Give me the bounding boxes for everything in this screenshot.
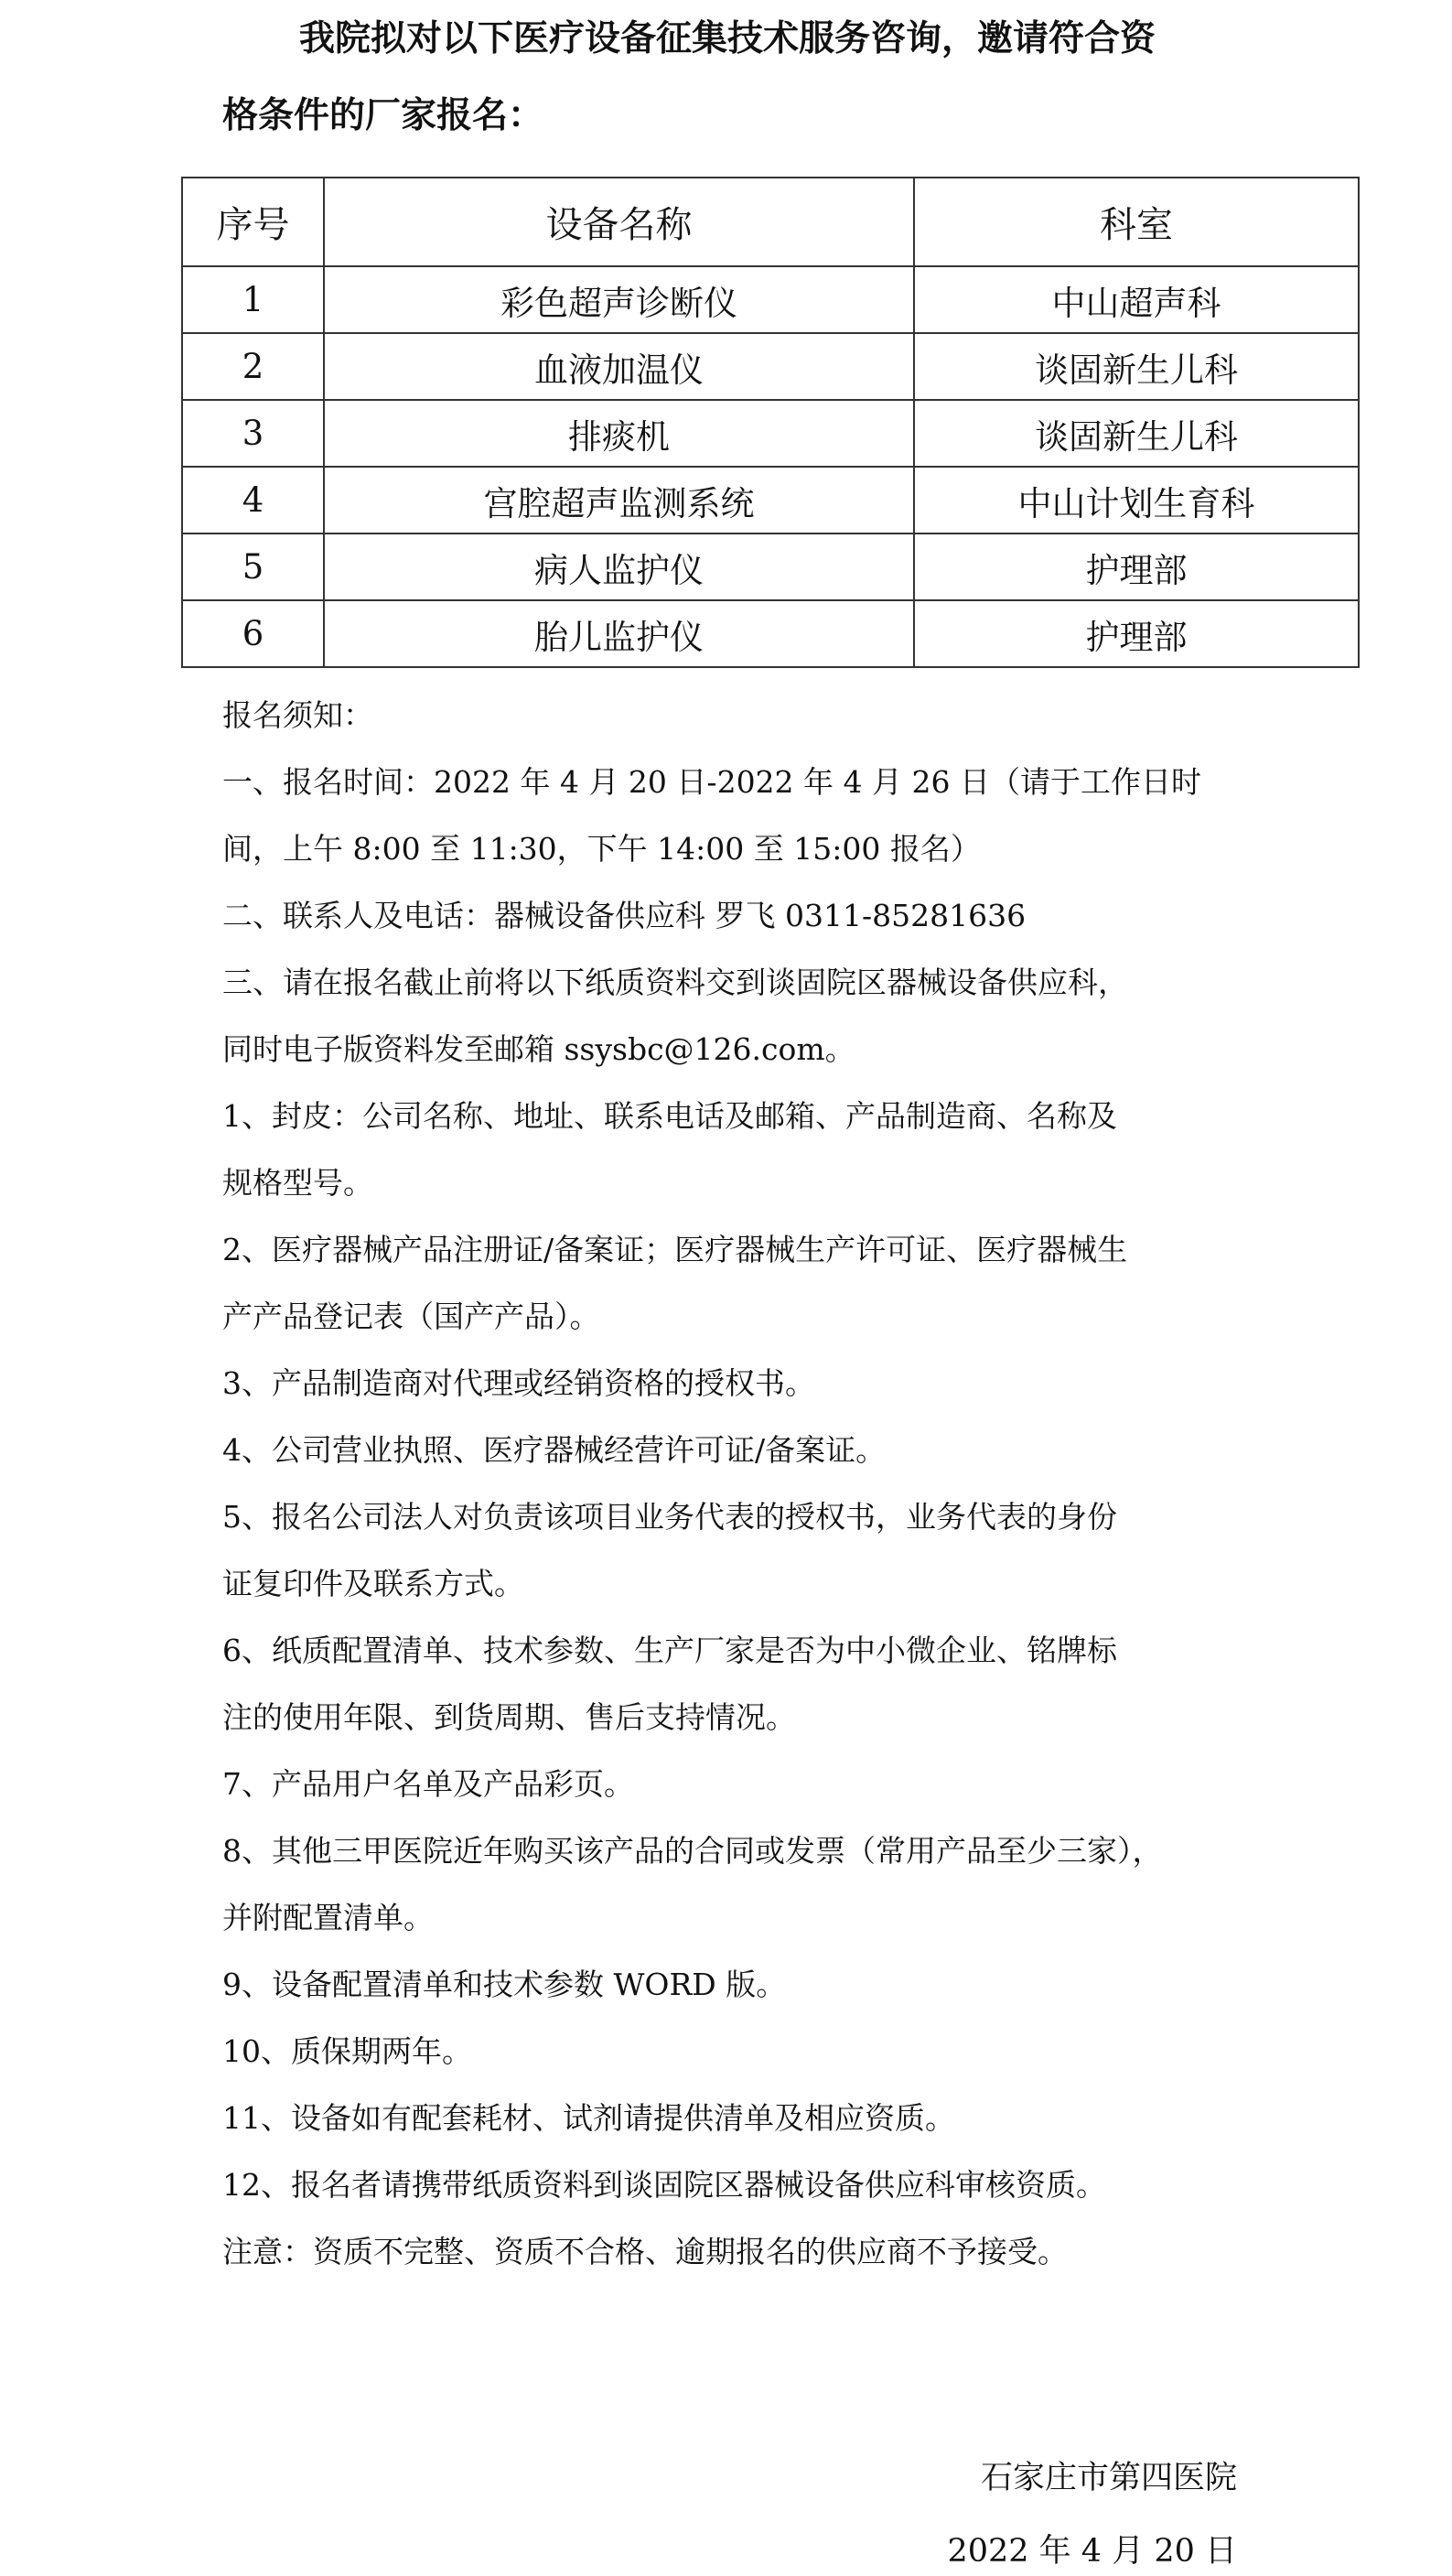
notice-line: 一、报名时间：2022 年 4 月 20 日-2022 年 4 月 26 日（请于工作日时 bbox=[222, 764, 1201, 800]
notice-line: 间，上午 8:00 至 11:30，下午 14:00 至 15:00 报名） bbox=[222, 831, 981, 867]
notice-line: 6、纸质配置清单、技术参数、生产厂家是否为中小微企业、铭牌标 bbox=[222, 1633, 1117, 1668]
notice-line: 11、设备如有配套耗材、试剂请提供清单及相应资质。 bbox=[222, 2100, 955, 2136]
table-row bbox=[182, 400, 1359, 467]
notice-line: 3、产品制造商对代理或经销资格的授权书。 bbox=[222, 1365, 815, 1401]
row-index: 1 bbox=[182, 266, 324, 333]
notice-line: 1、封皮：公司名称、地址、联系电话及邮箱、产品制造商、名称及 bbox=[222, 1098, 1117, 1134]
notice-line: 4、公司营业执照、医疗器械经营许可证/备案证。 bbox=[222, 1432, 887, 1468]
row-index: 2 bbox=[182, 333, 324, 400]
table-row bbox=[182, 467, 1359, 534]
table-header-row bbox=[182, 178, 1359, 266]
notice-line: 证复印件及联系方式。 bbox=[222, 1566, 524, 1601]
row-equipment-name: 宫腔超声监测系统 bbox=[324, 467, 914, 534]
row-index: 5 bbox=[182, 534, 324, 600]
notice-line: 并附配置清单。 bbox=[222, 1900, 434, 1935]
notice-line: 12、报名者请携带纸质资料到谈固院区器械设备供应科审核资质。 bbox=[222, 2167, 1106, 2203]
row-equipment-name: 彩色超声诊断仪 bbox=[324, 266, 914, 333]
row-equipment-name: 病人监护仪 bbox=[324, 534, 914, 600]
notice-line: 7、产品用户名单及产品彩页。 bbox=[222, 1766, 634, 1802]
row-index: 3 bbox=[182, 400, 324, 467]
row-equipment-name: 胎儿监护仪 bbox=[324, 600, 914, 667]
header-equipment-name: 设备名称 bbox=[324, 178, 914, 266]
equipment-table bbox=[181, 177, 1360, 668]
notice-line: 注意：资质不完整、资质不合格、逾期报名的供应商不予接受。 bbox=[222, 2234, 1068, 2269]
header-index: 序号 bbox=[182, 178, 324, 266]
notice-line: 2、医疗器械产品注册证/备案证；医疗器械生产许可证、医疗器械生 bbox=[222, 1232, 1128, 1267]
notice-line: 9、设备配置清单和技术参数 WORD 版。 bbox=[222, 1967, 787, 2002]
table-row bbox=[182, 534, 1359, 600]
row-department: 中山计划生育科 bbox=[914, 467, 1359, 534]
row-department: 谈固新生儿科 bbox=[914, 400, 1359, 467]
row-equipment-name: 排痰机 bbox=[324, 400, 914, 467]
notice-heading: 报名须知： bbox=[222, 697, 373, 733]
registration-notice bbox=[222, 682, 1265, 2285]
notice-line: 10、质保期两年。 bbox=[222, 2033, 472, 2069]
row-equipment-name: 血液加温仪 bbox=[324, 333, 914, 400]
row-department: 护理部 bbox=[914, 534, 1359, 600]
notice-line: 5、报名公司法人对负责该项目业务代表的授权书，业务代表的身份 bbox=[222, 1499, 1117, 1535]
notice-line: 同时电子版资料发至邮箱 ssysbc@126.com。 bbox=[222, 1031, 855, 1067]
row-index: 4 bbox=[182, 467, 324, 534]
notice-line: 8、其他三甲医院近年购买该产品的合同或发票（常用产品至少三家）， bbox=[222, 1833, 1163, 1869]
notice-line: 产产品登记表（国产产品）。 bbox=[222, 1299, 600, 1334]
notice-line: 注的使用年限、到货周期、售后支持情况。 bbox=[222, 1699, 796, 1735]
notice-line: 二、联系人及电话：器械设备供应科 罗飞 0311-85281636 bbox=[222, 898, 1027, 933]
row-index: 6 bbox=[182, 600, 324, 667]
intro-line-1: 我院拟对以下医疗设备征集技术服务咨询，邀请符合资 bbox=[299, 17, 1156, 59]
row-department: 中山超声科 bbox=[914, 266, 1359, 333]
header-department: 科室 bbox=[914, 178, 1359, 266]
notice-line: 三、请在报名截止前将以下纸质资料交到谈固院区器械设备供应科， bbox=[222, 965, 1128, 1000]
signature-organization: 石家庄市第四医院 bbox=[980, 2460, 1237, 2496]
row-department: 谈固新生儿科 bbox=[914, 333, 1359, 400]
intro-line-2: 格条件的厂家报名： bbox=[222, 94, 544, 136]
table-row bbox=[182, 600, 1359, 667]
signature-date: 2022 年 4 月 20 日 bbox=[947, 2533, 1237, 2570]
table-row bbox=[182, 266, 1359, 333]
notice-line: 规格型号。 bbox=[222, 1165, 373, 1201]
row-department: 护理部 bbox=[914, 600, 1359, 667]
table-row bbox=[182, 333, 1359, 400]
